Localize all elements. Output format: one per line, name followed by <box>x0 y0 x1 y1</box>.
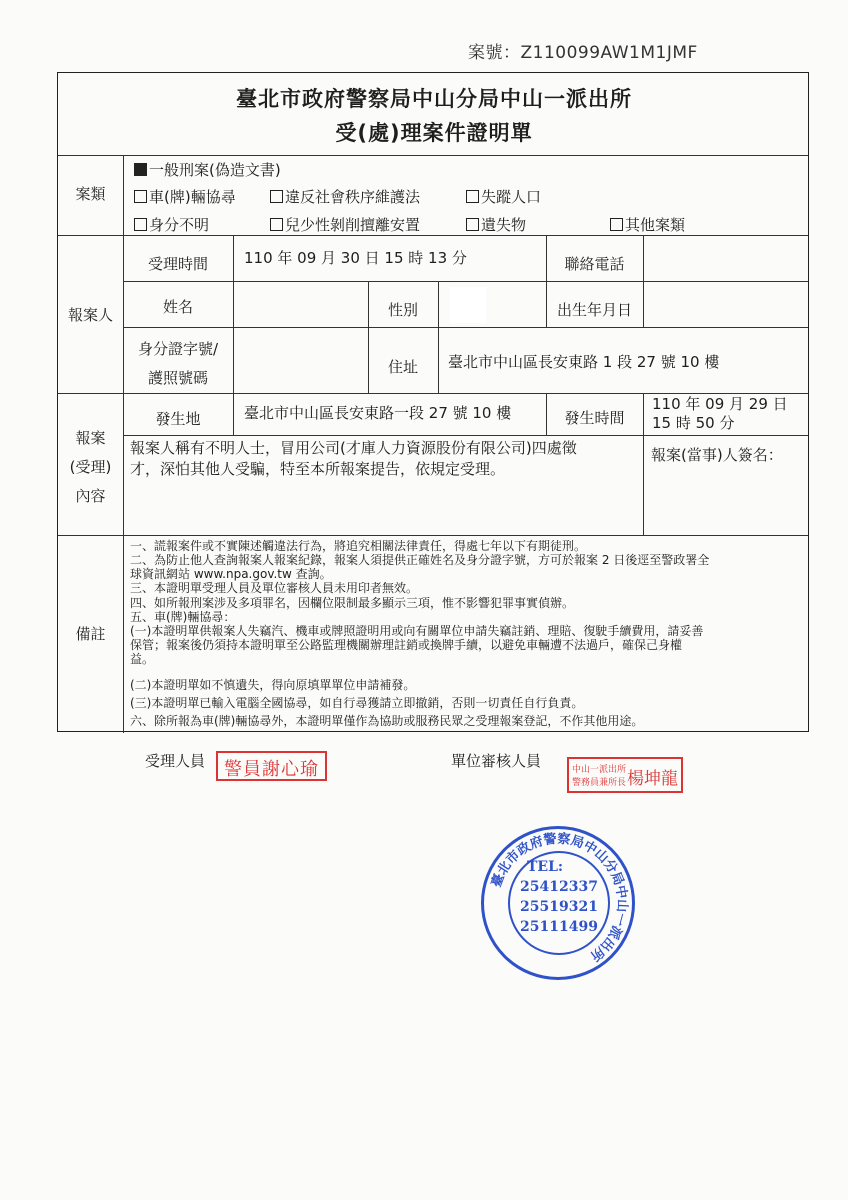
checkbox-icon <box>466 190 479 203</box>
remark-line: 保管；報案後仍須持本證明單至公路監理機關辦理註銷或換牌手續，以避免車輛遭不法過戶，確保己身權 <box>130 638 683 652</box>
phone-label: 聯絡電話 <box>564 255 625 273</box>
remark-line: 三、本證明單受理人員及單位審核人員未用印者無效。 <box>130 581 419 595</box>
case-type-option: 車(牌)輛協尋 <box>134 188 236 206</box>
received-time-value: 110 年 09 月 30 日 15 時 13 分 <box>244 249 467 267</box>
reviewer-stamp: 中山一派出所 警務員兼所長 楊坤龍 <box>567 757 683 793</box>
seal-tel-label: TEL: <box>527 859 564 875</box>
case-type-option: 身分不明 <box>134 216 209 234</box>
address-label: 住址 <box>387 358 418 376</box>
checkbox-icon <box>134 218 147 231</box>
remark-line: 球資訊網站 www.npa.gov.tw 查詢。 <box>130 567 332 581</box>
report-section-label: 報案 <box>75 429 106 447</box>
reviewer-label: 單位審核人員 <box>451 752 542 770</box>
remark-line: 五、車(牌)輛協尋： <box>130 610 236 624</box>
case-type-label: 案類 <box>75 185 106 203</box>
address-value: 臺北市中山區長安東路 1 段 27 號 10 樓 <box>448 353 720 371</box>
seal-phone: 25111499 <box>520 919 598 935</box>
occurrence-place-value: 臺北市中山區長安東路一段 27 號 10 樓 <box>244 404 512 422</box>
birth-date-label: 出生年月日 <box>556 301 632 319</box>
remark-line: 四、如所報刑案涉及多項罪名，因欄位限制最多顯示三項，惟不影響犯罪事實偵辦。 <box>130 596 575 610</box>
case-type-option: 一般刑案(偽造文書) <box>134 161 281 179</box>
case-type-option: 遺失物 <box>466 216 526 234</box>
seal-phone: 25519321 <box>520 899 598 915</box>
form-subtitle: 受(處)理案件證明單 <box>335 121 533 145</box>
remark-line: 六、除所報為車(牌)輛協尋外，本證明單僅作為協助或服務民眾之受理報案登記，不作其他用途。 <box>130 714 644 728</box>
report-section-label: 內容 <box>75 487 106 505</box>
checkbox-icon <box>610 218 623 231</box>
certificate-form <box>57 72 809 732</box>
report-section-label: (受理) <box>69 458 112 476</box>
svg-text:臺北市政府警察局中山分局中山一派出所: 臺北市政府警察局中山分局中山一派出所 <box>489 831 630 964</box>
case-type-option: 違反社會秩序維護法 <box>270 188 420 206</box>
passport-label: 護照號碼 <box>147 369 208 387</box>
checkbox-icon <box>466 218 479 231</box>
redacted-field <box>450 287 486 323</box>
id-number-label: 身分證字號/ <box>137 340 219 358</box>
handler-stamp: 警員謝心瑜 <box>216 751 327 781</box>
checked-box-icon <box>134 163 147 176</box>
checkbox-icon <box>134 190 147 203</box>
seal-phone: 25412337 <box>520 879 598 895</box>
report-content-line: 報案人稱有不明人士，冒用公司(才庫人力資源股份有限公司)四處徵 <box>130 439 577 457</box>
police-station-seal <box>481 826 635 980</box>
report-content-line: 才，深怕其他人受騙，特至本所報案提告，依規定受理。 <box>130 460 506 478</box>
occurrence-time-hour: 15 時 50 分 <box>652 414 735 432</box>
checkbox-icon <box>270 190 283 203</box>
remark-line: 一、謊報案件或不實陳述觸違法行為，將追究相關法律責任，得處七年以下有期徒刑。 <box>130 539 587 553</box>
remark-line: 二、為防止他人查詢報案人報案紀錄，報案人須提供正確姓名及身分證字號，方可於報案 2 日後逕至警政署全 <box>130 553 710 567</box>
occurrence-place-label: 發生地 <box>155 410 201 428</box>
remark-line: (三)本證明單已輸入電腦全國協尋，如自行尋獲請立即撤銷，否則一切責任自行負責。 <box>130 696 584 710</box>
occurrence-time-date: 110 年 09 月 29 日 <box>652 395 788 413</box>
remark-line: (二)本證明單如不慎遺失，得向原填單單位申請補發。 <box>130 678 416 692</box>
remark-line: 益。 <box>130 652 155 666</box>
signature-label: 報案(當事)人簽名： <box>651 446 783 464</box>
checkbox-icon <box>270 218 283 231</box>
gender-label: 性別 <box>387 301 418 319</box>
remarks-label: 備註 <box>75 625 106 643</box>
case-type-option: 其他案類 <box>610 216 685 234</box>
received-time-label: 受理時間 <box>147 255 208 273</box>
remark-line: (一)本證明單供報案人失竊汽、機車或牌照證明用或向有關單位申請失竊註銷、理賠、復駛手續費用，請妥善 <box>130 624 704 638</box>
case-type-option: 兒少性剝削擅離安置 <box>270 216 420 234</box>
case-number: 案號：Z110099AW1M1JMF <box>468 43 698 63</box>
reporter-section-label: 報案人 <box>67 306 113 324</box>
occurrence-time-label: 發生時間 <box>564 409 625 427</box>
form-title: 臺北市政府警察局中山分局中山一派出所 <box>236 87 632 111</box>
name-label: 姓名 <box>162 298 193 316</box>
case-type-option: 失蹤人口 <box>466 188 541 206</box>
handler-label: 受理人員 <box>145 752 206 770</box>
